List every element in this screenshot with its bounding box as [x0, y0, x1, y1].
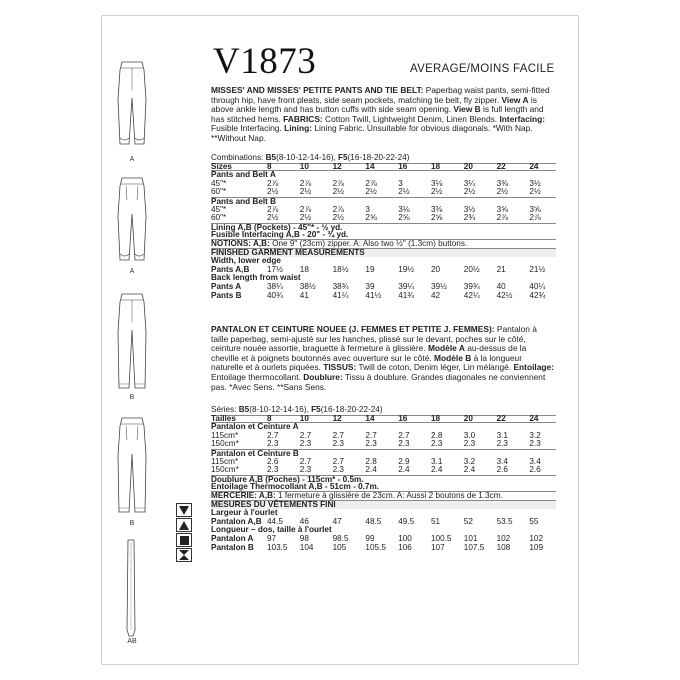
- value-cell: 21½: [529, 264, 546, 274]
- interfacing-label: Interfacing:: [499, 113, 546, 124]
- pants-a-back-drawing: [108, 176, 156, 268]
- table-row: [211, 188, 556, 197]
- table-row: [211, 466, 556, 475]
- row-label: Pants A: [211, 281, 242, 291]
- value-cell: 40¾: [267, 290, 283, 300]
- value-cell: 41¾: [398, 290, 415, 300]
- value-cell: 2½: [299, 187, 312, 197]
- mesures-title: MESURES DU VÊTEMENTS FINI: [211, 501, 556, 510]
- value-cell: 38¾: [332, 281, 349, 291]
- desc-body: Paperbag waist pants, semi-fitted through hip, have front pleats, side seam pockets, matching tie belt, fly zipper.: [211, 85, 550, 105]
- value-cell: 105: [332, 542, 347, 552]
- table-row: [211, 292, 556, 301]
- value-cell: 41½: [365, 290, 382, 300]
- value-cell: 2⅝: [398, 213, 410, 223]
- longueur-title: Longueur – dos, taille à l'ourlet: [211, 525, 332, 535]
- mercerie-line: MERCERIE: A,B: 1 fermeture à glissière de 23cm. A: Aussi 2 boutons de 1.3cm.: [211, 492, 556, 501]
- value-cell: 40: [496, 281, 506, 291]
- table-row: [211, 440, 556, 449]
- lining-text: Lining Fabric. Unsuitable for obvious diagonals. *With Nap. **Without Nap.: [211, 123, 533, 143]
- value-cell: 2⅞: [365, 178, 377, 188]
- lining-label: Lining:: [284, 123, 312, 134]
- value-cell: 3⅜: [496, 178, 508, 188]
- value-cell: 2.3: [365, 439, 377, 449]
- pattern-number: V1873: [213, 41, 317, 82]
- value-cell: 18: [299, 264, 309, 274]
- value-cell: 2.8: [430, 430, 443, 440]
- value-cell: 42¾: [529, 290, 546, 300]
- french-metrage-table: [211, 406, 556, 552]
- value-cell: 22: [496, 413, 506, 423]
- fgm-title: FINISHED GARMENT MEASUREMENTS: [211, 249, 556, 258]
- value-cell: 3⅝: [496, 204, 508, 214]
- value-cell: 98: [299, 533, 309, 543]
- value-cell: 2.6: [496, 465, 508, 475]
- value-cell: 2.6: [529, 465, 541, 475]
- row-label: 150cm*: [211, 465, 239, 475]
- value-cell: 100: [398, 533, 412, 543]
- value-cell: 38½: [299, 281, 316, 291]
- value-cell: 2½: [365, 187, 377, 197]
- value-cell: 2.7: [332, 430, 344, 440]
- value-cell: 42¼: [463, 290, 480, 300]
- row-label: 45"*: [211, 178, 227, 188]
- value-cell: 2½: [496, 187, 508, 197]
- group-b-title-fr: Pantalon et Ceinture B: [211, 449, 556, 458]
- value-cell: 47: [332, 516, 342, 526]
- value-cell: 2.3: [332, 465, 344, 475]
- value-cell: 40¼: [529, 281, 546, 291]
- tailles-row: Tailles 8 10 12 14 16 18 20 22 24: [211, 415, 556, 424]
- value-cell: 3⅛: [430, 178, 443, 188]
- value-cell: 3⅝: [529, 204, 541, 214]
- value-cell: 2⅞: [267, 204, 279, 214]
- value-cell: 48.5: [365, 516, 382, 526]
- value-cell: 16: [398, 161, 408, 171]
- view-a-text: is above ankle length and has button cuffs with side seam opening.: [211, 94, 537, 115]
- value-cell: 39½: [430, 281, 447, 291]
- desc-title: MISSES' AND MISSES' PETITE PANTS AND TIE BELT:: [211, 85, 424, 95]
- english-description: [211, 86, 556, 144]
- value-cell: 106: [398, 542, 412, 552]
- value-cell: 109: [529, 542, 544, 552]
- value-cell: 3.1: [496, 430, 508, 440]
- value-cell: 102: [496, 533, 511, 543]
- value-cell: 2.7: [365, 430, 377, 440]
- value-cell: 3.0: [463, 430, 476, 440]
- value-cell: 99: [365, 533, 375, 543]
- value-cell: 2.7: [398, 430, 410, 440]
- value-cell: 16: [398, 413, 408, 423]
- row-label: 150cm*: [211, 439, 239, 449]
- value-cell: 3: [365, 204, 370, 214]
- value-cell: 2½: [398, 187, 410, 197]
- value-cell: 24: [529, 413, 539, 423]
- value-cell: 22: [496, 161, 506, 171]
- pants-a-front-drawing: [108, 60, 156, 152]
- value-cell: 103.5: [267, 542, 288, 552]
- value-cell: 2.6: [267, 456, 279, 466]
- figure-label: B: [129, 520, 135, 527]
- value-cell: 2.3: [299, 439, 312, 449]
- value-cell: 2.7: [332, 456, 344, 466]
- value-cell: 2.4: [398, 465, 410, 475]
- value-cell: 3.4: [496, 456, 508, 466]
- value-cell: 20½: [463, 264, 480, 274]
- value-cell: 18½: [332, 264, 349, 274]
- width-title: Width, lower edge: [211, 256, 281, 266]
- value-cell: 38¼: [267, 281, 283, 291]
- french-description: PANTALON ET CEINTURE NOUEE (J. FEMMES ET PETITE J. FEMMES): Pantalon à taille paperbag, semi-ajusté sur les hanches, plissé sur le devant, poches sur le côté, ceinture nouée assortie, braguette à fermeture à glissière. Modèle A au-dessus de la cheville et à poignets boutonnés avec ouverture sur le côté. Modèle B à la longueur naturelle et à ourlets piquées. TISSUS: Twill de coton, Denim léger, Lin mélangé. Entoilage: Entoilage thermocollant. Doublure: Tissu à doublure. Grandes diagonales ne conviennent pas. *Avec Sens. **Sans Sens.: [211, 324, 554, 392]
- lining-yardage: Lining A,B (Pockets) - 45"* - ½ yd.: [211, 223, 556, 232]
- value-cell: 3.2: [529, 430, 541, 440]
- value-cell: 2½: [430, 187, 443, 197]
- value-cell: 2.3: [496, 439, 508, 449]
- group-b-title: Pants and Belt B: [211, 197, 556, 206]
- table-row: [211, 214, 556, 223]
- value-cell: 2⅞: [332, 204, 344, 214]
- fabrics-label: FABRICS:: [283, 113, 323, 124]
- technical-drawings: [108, 60, 163, 670]
- value-cell: 17½: [267, 264, 283, 274]
- value-cell: 3¼: [463, 178, 476, 188]
- value-cell: 10: [299, 413, 309, 423]
- value-cell: 53.5: [496, 516, 513, 526]
- value-cell: 46: [299, 516, 309, 526]
- fabrics-text: Cotton Twill, Lightweight Denim, Linen Blends.: [322, 113, 500, 124]
- value-cell: 97: [267, 533, 277, 543]
- back-length-title: Back length from waist: [211, 273, 301, 283]
- square-icon: [176, 533, 192, 547]
- value-cell: 2⅞: [299, 178, 312, 188]
- value-cell: 2½: [529, 187, 541, 197]
- value-cell: 2⅞: [267, 178, 279, 188]
- row-label: Pants B: [211, 290, 242, 300]
- value-cell: 18: [430, 161, 441, 171]
- value-cell: 3½: [529, 178, 541, 188]
- row-label: Pantalon A: [211, 533, 254, 543]
- value-cell: 51: [430, 516, 441, 526]
- value-cell: 12: [332, 161, 342, 171]
- value-cell: 8: [267, 161, 272, 171]
- value-cell: 107.5: [463, 542, 485, 552]
- row-label: 60"*: [211, 187, 227, 197]
- value-cell: 2½: [463, 187, 476, 197]
- value-cell: 102: [529, 533, 544, 543]
- value-cell: 18: [430, 413, 441, 423]
- sizes-row: Sizes 8 10 12 14 16 18 20 22 24: [211, 163, 556, 172]
- entoilage-metrage: Entoilage Thermocollant A,B - 51cm - 0.7m.: [211, 483, 556, 492]
- value-cell: 3⅜: [430, 204, 443, 214]
- value-cell: 2.3: [463, 439, 476, 449]
- triangle-down-icon: [176, 503, 192, 517]
- figure-label: B: [129, 394, 135, 401]
- value-cell: 20: [430, 264, 441, 274]
- value-cell: 2.7: [299, 430, 312, 440]
- value-cell: 2⅞: [529, 213, 541, 223]
- value-cell: 55: [529, 516, 539, 526]
- combinations-line: Combinations: B5(8-10-12-14-16), F5(16-18-20-22-24): [211, 153, 410, 162]
- value-cell: 14: [365, 161, 375, 171]
- figure-label: A: [129, 268, 135, 275]
- value-cell: 2⅝: [365, 213, 377, 223]
- row-label: 115cm*: [211, 456, 239, 466]
- value-cell: 2⅝: [430, 213, 443, 223]
- value-cell: 2.3: [430, 439, 443, 449]
- value-cell: 104: [299, 542, 314, 552]
- value-cell: 3⅛: [398, 204, 410, 214]
- value-cell: 2.4: [430, 465, 443, 475]
- value-cell: 42: [430, 290, 441, 300]
- value-cell: 19: [365, 264, 375, 274]
- english-yardage-table: [211, 154, 556, 300]
- value-cell: 3: [398, 178, 403, 188]
- figure-label: AB: [127, 638, 137, 645]
- value-cell: 2.4: [365, 465, 377, 475]
- value-cell: 41¼: [332, 290, 349, 300]
- value-cell: 2⅞: [332, 178, 344, 188]
- value-cell: 2⅞: [299, 204, 312, 214]
- value-cell: 2½: [332, 213, 344, 223]
- value-cell: 20: [463, 161, 473, 171]
- value-cell: 2.3: [299, 465, 312, 475]
- value-cell: 42½: [496, 290, 513, 300]
- value-cell: 101: [463, 533, 478, 543]
- value-cell: 44.5: [267, 516, 283, 526]
- value-cell: 2½: [299, 213, 312, 223]
- difficulty-level: AVERAGE/MOINS FACILE: [410, 63, 555, 75]
- pants-b-back-drawing: [108, 416, 156, 516]
- value-cell: 2.7: [267, 430, 279, 440]
- value-cell: 52: [463, 516, 473, 526]
- value-cell: 19½: [398, 264, 415, 274]
- value-cell: 2.3: [398, 439, 410, 449]
- group-a-title: Pants and Belt A: [211, 170, 276, 180]
- value-cell: 2.3: [267, 439, 279, 449]
- value-cell: 100.5: [430, 533, 452, 543]
- row-label: Pantalon B: [211, 542, 254, 552]
- value-cell: 21: [496, 264, 506, 274]
- row-label: Pants A,B: [211, 264, 250, 274]
- value-cell: 2⅞: [496, 213, 508, 223]
- value-cell: 108: [496, 542, 511, 552]
- value-cell: 2½: [267, 187, 279, 197]
- value-cell: 105.5: [365, 542, 386, 552]
- largeur-title: Largeur à l'ourlet: [211, 508, 278, 518]
- row-label: Pantalon A,B: [211, 516, 262, 526]
- tie-belt-drawing: [108, 538, 156, 638]
- layout-markers: [176, 503, 194, 563]
- value-cell: 98.5: [332, 533, 349, 543]
- value-cell: 3.2: [463, 456, 476, 466]
- value-cell: 3.4: [529, 456, 541, 466]
- interfacing-yardage: Fusible Interfacing A,B - 20" - ¾ yd.: [211, 231, 556, 240]
- value-cell: 2½: [332, 187, 344, 197]
- value-cell: 2.9: [398, 456, 410, 466]
- value-cell: 3.1: [430, 456, 443, 466]
- value-cell: 2¾: [463, 213, 476, 223]
- pants-b-front-drawing: [108, 292, 156, 392]
- view-a-label: View A: [501, 94, 529, 105]
- value-cell: 2.3: [529, 439, 541, 449]
- value-cell: 49.5: [398, 516, 415, 526]
- value-cell: 24: [529, 161, 539, 171]
- value-cell: 107: [430, 542, 445, 552]
- row-label: 45"*: [211, 204, 227, 214]
- value-cell: 8: [267, 413, 272, 423]
- value-cell: 41: [299, 290, 309, 300]
- series-line: Séries: B5(8-10-12-14-16), F5(16-18-20-22-24): [211, 405, 383, 414]
- notions-line: NOTIONS: A,B: One 9" (23cm) zipper. A: Also two ½" (1.3cm) buttons.: [211, 240, 556, 249]
- value-cell: 2.3: [267, 465, 279, 475]
- view-b-text: is full length and has stitched hems.: [211, 104, 544, 124]
- value-cell: 2.4: [463, 465, 476, 475]
- hourglass-icon: [176, 548, 192, 562]
- table-row: [211, 544, 556, 553]
- value-cell: 14: [365, 413, 375, 423]
- value-cell: 2.8: [365, 456, 377, 466]
- value-cell: 39¾: [463, 281, 480, 291]
- value-cell: 12: [332, 413, 342, 423]
- value-cell: 3½: [463, 204, 476, 214]
- row-label: 60"*: [211, 213, 227, 223]
- row-label: 115cm*: [211, 430, 239, 440]
- group-a-title-fr: Pantalon et Ceinture A: [211, 422, 299, 432]
- value-cell: 20: [463, 413, 473, 423]
- doublure-metrage: Doublure A,B (Poches) - 115cm* - 0.5m.: [211, 475, 556, 484]
- interfacing-text: Fusible Interfacing.: [211, 123, 285, 134]
- value-cell: 39¼: [398, 281, 415, 291]
- value-cell: 2.3: [332, 439, 344, 449]
- view-b-label: View B: [453, 104, 481, 115]
- value-cell: 2.7: [299, 456, 312, 466]
- triangle-up-icon: [176, 518, 192, 532]
- figure-label: A: [129, 156, 135, 163]
- value-cell: 10: [299, 161, 309, 171]
- value-cell: 39: [365, 281, 375, 291]
- value-cell: 2½: [267, 213, 279, 223]
